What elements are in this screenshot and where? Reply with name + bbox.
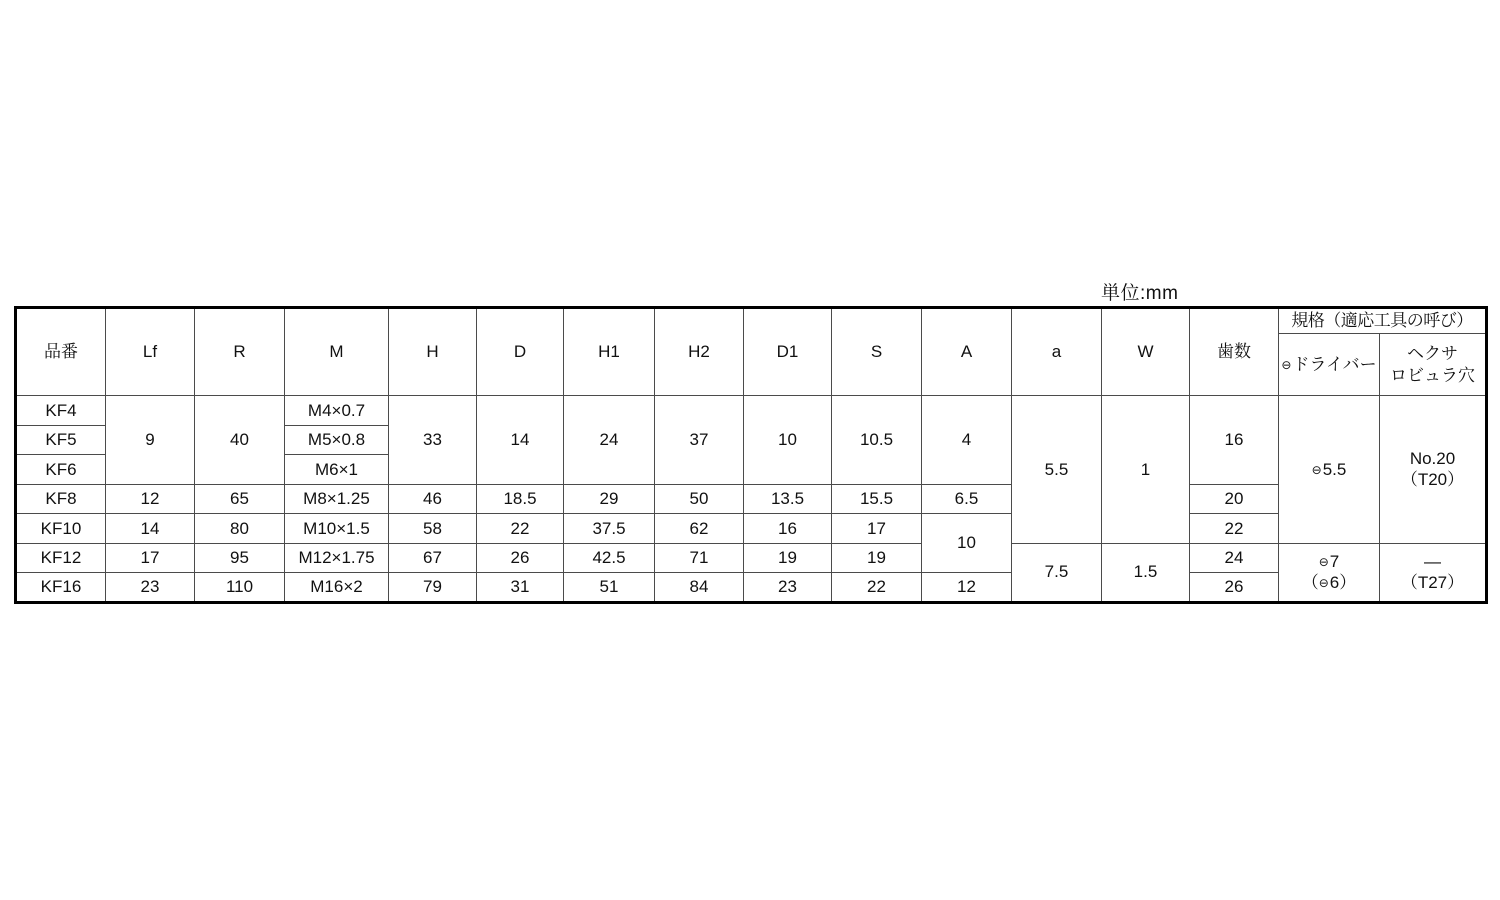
cell-w-kf4-10: 1 [1102, 396, 1190, 544]
hex-line1: — [1424, 551, 1441, 571]
cell-s-kf12: 19 [832, 543, 922, 573]
cell-s-kf16: 22 [832, 573, 922, 603]
hex-line2: （T27） [1400, 573, 1465, 592]
cell-driver-kf12-16 [1279, 543, 1380, 602]
header-w: W [1102, 308, 1190, 396]
cell-h-kf10: 58 [389, 514, 477, 544]
cell-a-lower-kf4-10: 5.5 [1012, 396, 1102, 544]
cell-lf-kf10: 14 [106, 514, 195, 544]
header-row-top [16, 308, 1487, 334]
header-tool-group: 規格（適応工具の呼び） [1279, 308, 1487, 334]
header-hex-line1: ヘクサ [1407, 344, 1458, 364]
header-d1: D1 [744, 308, 832, 396]
cell-a-lower-kf12-16: 7.5 [1012, 543, 1102, 602]
header-m: M [285, 308, 389, 396]
header-driver [1279, 334, 1380, 396]
cell-teeth-kf10: 22 [1190, 514, 1279, 544]
cell-h-kf16: 79 [389, 573, 477, 603]
unit-label: 単位:mm [1101, 283, 1179, 304]
cell-kf16-part: KF16 [16, 573, 106, 603]
cell-kf10-m: M10×1.5 [285, 514, 389, 544]
cell-d-kf10: 22 [477, 514, 564, 544]
cell-h1-kf8: 29 [564, 484, 655, 514]
header-h1: H1 [564, 308, 655, 396]
hex-line1: No.20 [1409, 449, 1456, 468]
cell-d1-kf12: 19 [744, 543, 832, 573]
cell-d1-kf8: 13.5 [744, 484, 832, 514]
cell-h1-kf4-6: 24 [564, 396, 655, 485]
cell-w-kf12-16: 1.5 [1102, 543, 1190, 602]
header-hexalobular [1380, 334, 1487, 396]
table-row-kf4 [16, 396, 1487, 426]
cell-kf5-part: KF5 [16, 425, 106, 455]
cell-d-kf4-6: 14 [477, 396, 564, 485]
driver-alt-value: 6） [1329, 573, 1357, 592]
cell-s-kf10: 17 [832, 514, 922, 544]
cell-kf16-m: M16×2 [285, 573, 389, 603]
cell-s-kf4-6: 10.5 [832, 396, 922, 485]
header-h2: H2 [655, 308, 744, 396]
cell-lf-kf8: 12 [106, 484, 195, 514]
header-teeth: 歯数 [1190, 308, 1279, 396]
minus-circle-icon: ⊖ [1318, 576, 1329, 590]
cell-lf-kf12: 17 [106, 543, 195, 573]
cell-h2-kf12: 71 [655, 543, 744, 573]
hex-line2: （T20） [1400, 470, 1465, 490]
header-hex-line2: ロビュラ穴 [1390, 365, 1475, 385]
cell-h2-kf8: 50 [655, 484, 744, 514]
cell-h2-kf10: 62 [655, 514, 744, 544]
cell-d1-kf4-6: 10 [744, 396, 832, 485]
cell-lf-kf16: 23 [106, 573, 195, 603]
cell-kf4-part: KF4 [16, 396, 106, 426]
driver-alt-open: （ [1301, 573, 1319, 592]
header-lf: Lf [106, 308, 195, 396]
cell-kf6-part: KF6 [16, 455, 106, 485]
header-r: R [195, 308, 285, 396]
cell-teeth-kf8: 20 [1190, 484, 1279, 514]
minus-circle-icon: ⊖ [1311, 462, 1322, 477]
header-a-lower: a [1012, 308, 1102, 396]
cell-a-upper-kf16: 12 [922, 573, 1012, 603]
header-part-no: 品番 [16, 308, 106, 396]
cell-driver-kf4-10 [1279, 396, 1380, 544]
cell-teeth-kf16: 26 [1190, 573, 1279, 603]
cell-kf8-m: M8×1.25 [285, 484, 389, 514]
spec-table [14, 306, 1488, 604]
cell-r-kf8: 65 [195, 484, 285, 514]
cell-kf4-m: M4×0.7 [285, 396, 389, 426]
cell-h1-kf10: 37.5 [564, 514, 655, 544]
cell-d1-kf16: 23 [744, 573, 832, 603]
header-s: S [832, 308, 922, 396]
cell-kf12-m: M12×1.75 [285, 543, 389, 573]
cell-h-kf12: 67 [389, 543, 477, 573]
header-a-upper: A [922, 308, 1012, 396]
table-row-kf8 [16, 484, 1487, 514]
cell-h1-kf16: 51 [564, 573, 655, 603]
cell-s-kf8: 15.5 [832, 484, 922, 514]
cell-h2-kf16: 84 [655, 573, 744, 603]
cell-hex-kf4-10 [1380, 396, 1487, 544]
cell-d-kf16: 31 [477, 573, 564, 603]
cell-d-kf8: 18.5 [477, 484, 564, 514]
cell-teeth-kf12: 24 [1190, 543, 1279, 573]
cell-d1-kf10: 16 [744, 514, 832, 544]
cell-kf12-part: KF12 [16, 543, 106, 573]
header-driver-label: ドライバー [1292, 354, 1377, 374]
cell-r-kf10: 80 [195, 514, 285, 544]
cell-kf5-m: M5×0.8 [285, 425, 389, 455]
cell-kf6-m: M6×1 [285, 455, 389, 485]
cell-h2-kf4-6: 37 [655, 396, 744, 485]
table-row-kf10 [16, 514, 1487, 544]
driver-value: 7 [1329, 551, 1340, 571]
cell-kf10-part: KF10 [16, 514, 106, 544]
cell-r-kf16: 110 [195, 573, 285, 603]
minus-circle-icon: ⊖ [1281, 357, 1292, 372]
table-row-kf16 [16, 573, 1487, 603]
driver-value: 5.5 [1322, 459, 1347, 479]
cell-r-kf4-6: 40 [195, 396, 285, 485]
cell-a-upper-kf8: 6.5 [922, 484, 1012, 514]
table-row-kf12 [16, 543, 1487, 573]
minus-circle-icon: ⊖ [1318, 554, 1329, 569]
cell-d-kf12: 26 [477, 543, 564, 573]
header-h: H [389, 308, 477, 396]
cell-h1-kf12: 42.5 [564, 543, 655, 573]
header-d: D [477, 308, 564, 396]
cell-h-kf8: 46 [389, 484, 477, 514]
cell-r-kf12: 95 [195, 543, 285, 573]
cell-a-upper-kf4-6: 4 [922, 396, 1012, 485]
cell-kf8-part: KF8 [16, 484, 106, 514]
cell-a-upper-kf10-12: 10 [922, 514, 1012, 573]
cell-teeth-kf4-6: 16 [1190, 396, 1279, 485]
cell-lf-kf4-6: 9 [106, 396, 195, 485]
cell-h-kf4-6: 33 [389, 396, 477, 485]
cell-hex-kf12-16 [1380, 543, 1487, 602]
